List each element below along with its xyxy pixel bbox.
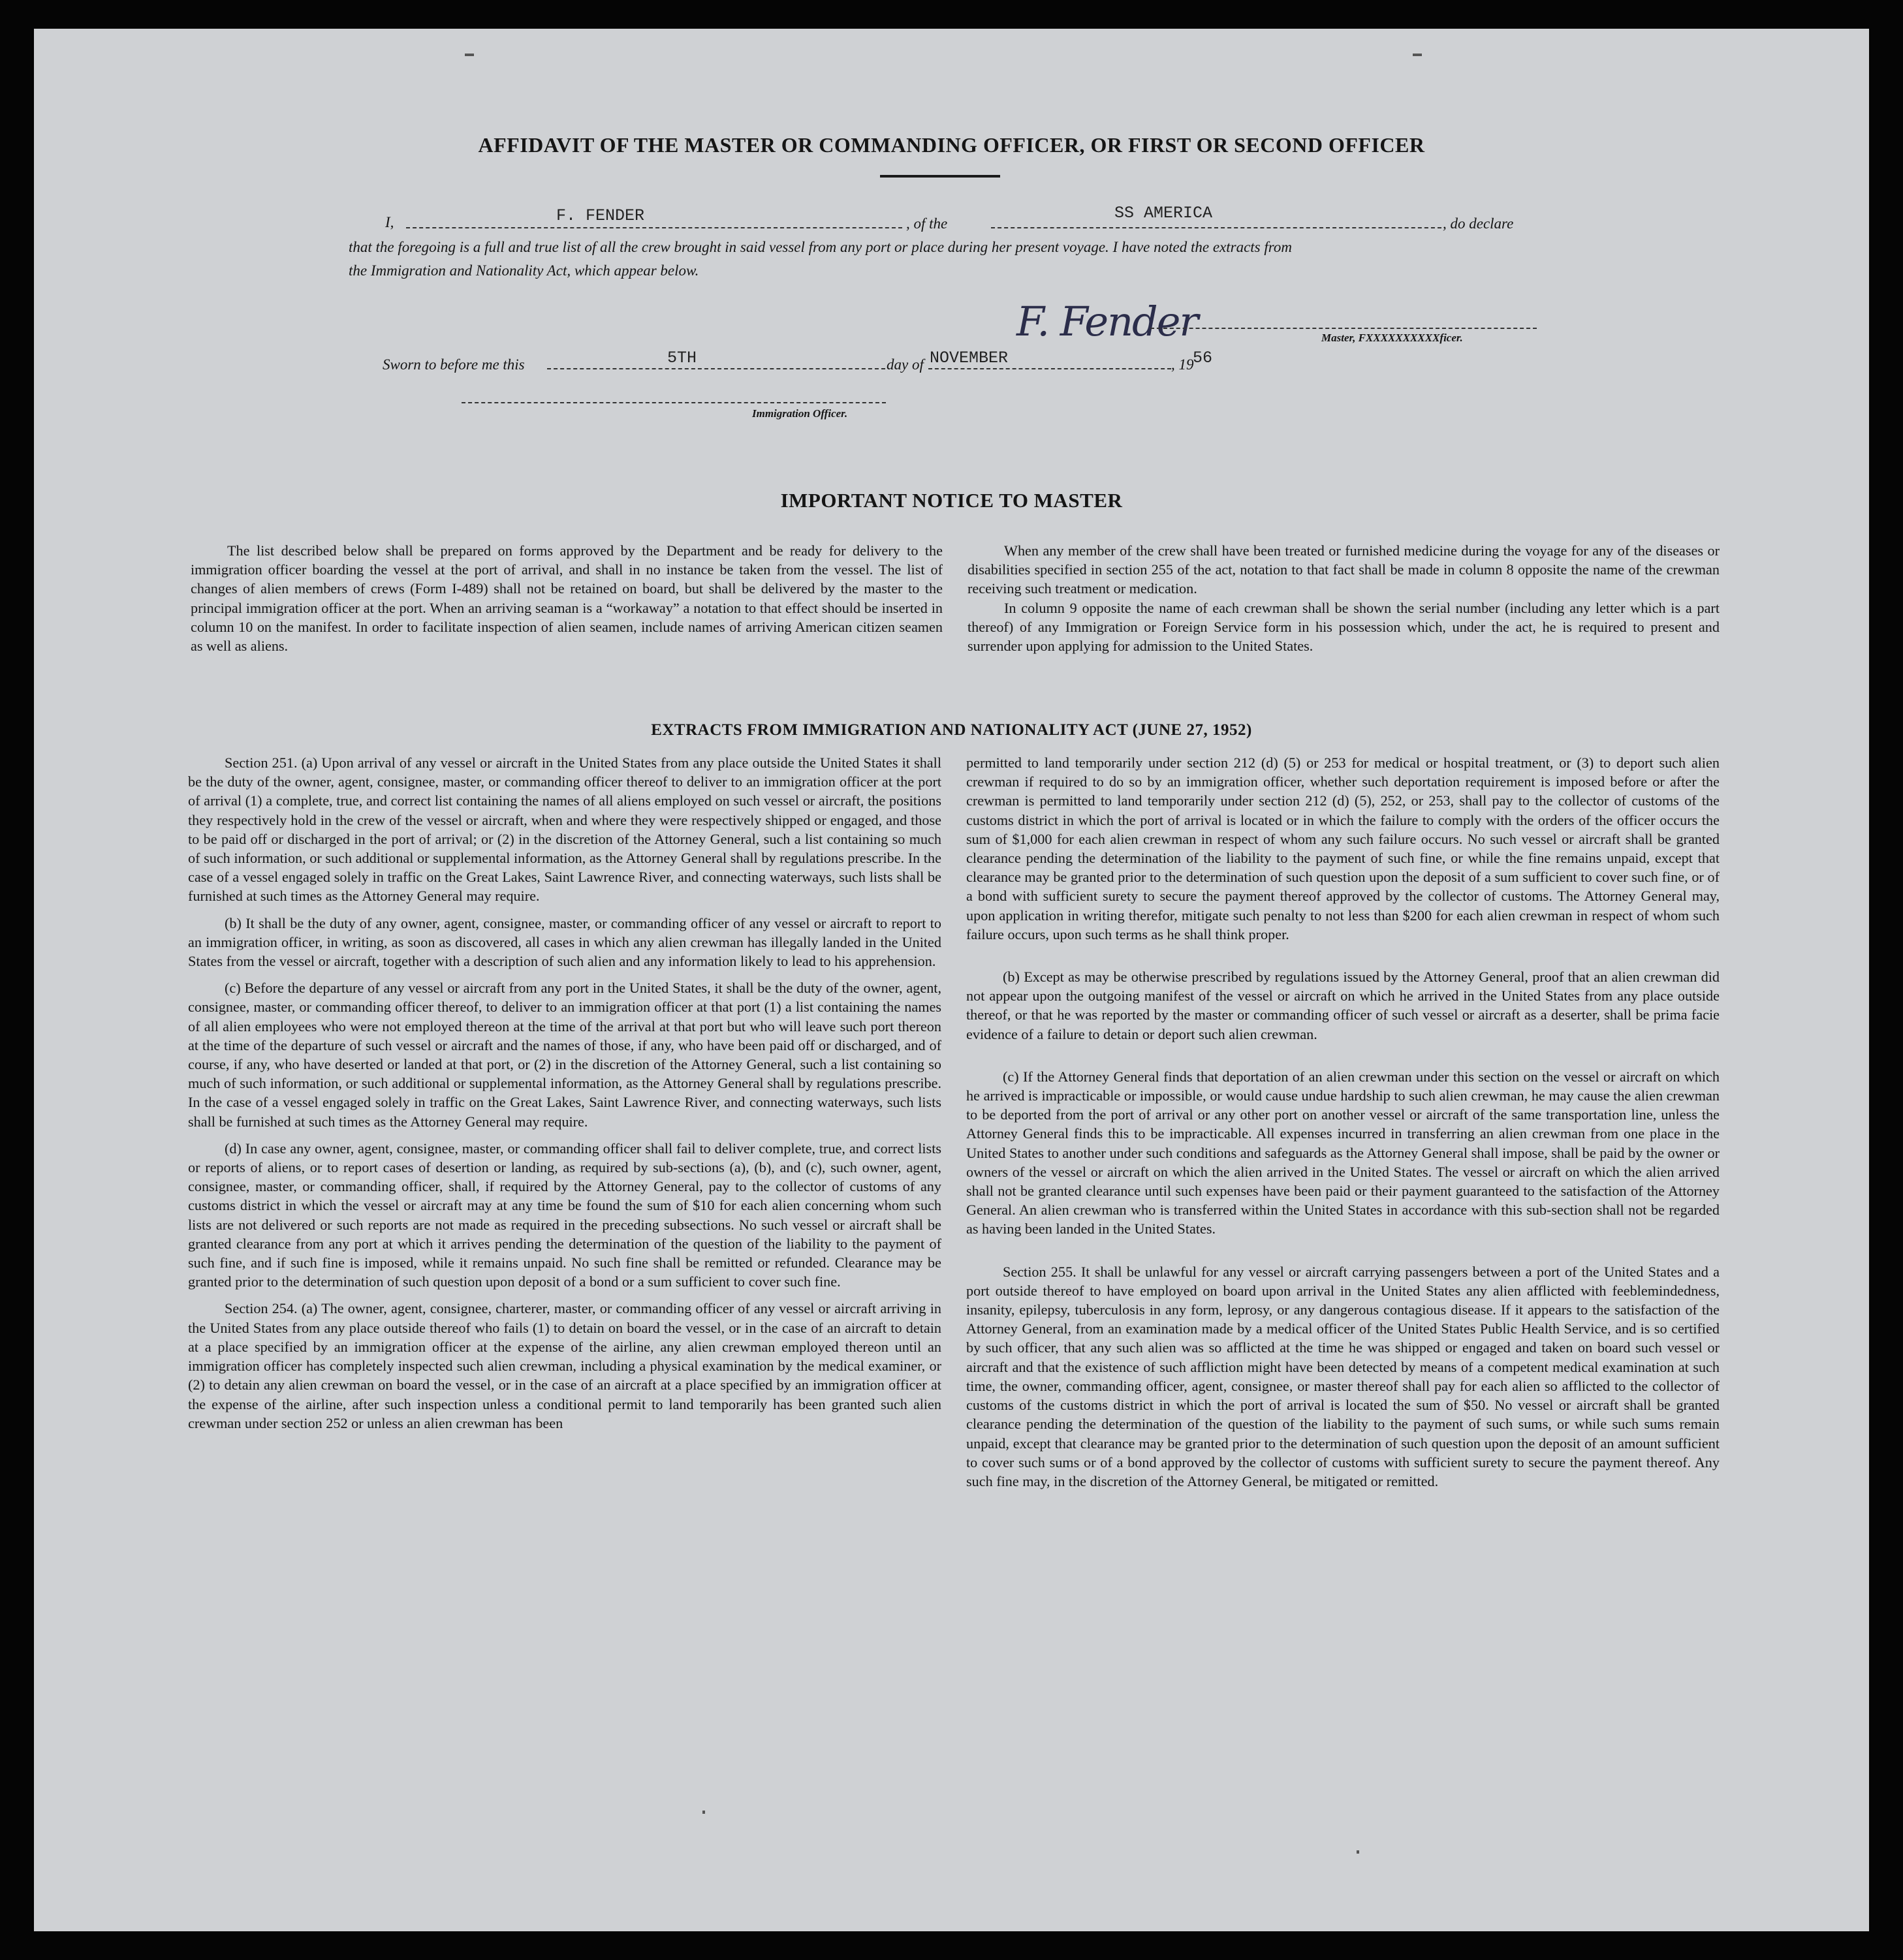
document-page [34, 29, 1869, 1931]
notice-right-column [967, 541, 1720, 655]
sworn-label: Sworn to before me this [383, 356, 525, 373]
sworn-month: NOVEMBER [930, 349, 1009, 367]
notice-left-column [191, 541, 943, 655]
notice-title: IMPORTANT NOTICE TO MASTER [780, 489, 1123, 512]
i-label: I, [385, 214, 394, 230]
immigration-officer-caption: Immigration Officer. [752, 407, 848, 420]
name-line [406, 227, 902, 228]
title-underline [880, 175, 1000, 178]
year-prefix: , 19 [1171, 356, 1194, 373]
signature-caption: Master, FXXXXXXXXXXficer. [1321, 332, 1463, 344]
section-254-a: Section 254. (a) The owner, agent, consignee, charterer, master, or commanding officer of any vessel or aircraft arriving in the United States from any place outside thereof who fails (1) to detain on board the vessel, or in the case of an aircraft to detain at a place specified by an immigration officer at the expense of the airline, any alien crewman employed thereon until an immigration officer has completely inspected such alien crewman, including a physical examination by the medical examiner, or (2) to detain any alien crewman on board the vessel, or in the case of an aircraft at a place specified by an immigration officer at the expense of the airline, after such inspection unless a conditional permit to land temporarily has been granted such alien crewman under section 252 or unless an alien crewman has been [188, 1300, 941, 1431]
extracts-title: EXTRACTS FROM IMMIGRATION AND NATIONALITY ACT (JUNE 27, 1952) [651, 721, 1252, 739]
scan-speck [702, 1811, 705, 1814]
section-255: Section 255. It shall be unlawful for any vessel or aircraft carrying passengers between a port of the United States and a port outside thereof to have employed on board upon arrival in the United States any alien afflicted with feeblemindedness, insanity, epilepsy, tuberculosis in any form, leprosy, or any dangerous contagious disease. If it appears to the satisfaction of the Attorney General, from an examination made by a medical officer of the United States Public Health Service, and is so certified by such officer, that any such alien was so afflicted at the time he was shipped or engaged and taken on board such vessel or aircraft and that the existence of such affliction might have been detected by means of a competent medical examination at such time, the owner, commanding officer, agent, consignee, or master thereof shall pay for each alien so afflicted to the collector of customs of the customs district in which the port of arrival is located the sum of $50. No vessel or aircraft shall be granted clearance pending the determination of the question of the liability to the payment of such sums, or while such sums remain unpaid, except that clearance may be granted prior to the determination of such question upon the deposit of an amount sufficient to cover such sums or of a bond approved by the collector of customs with sufficient surety to secure the payment thereof. Any such fine may, in the discretion of the Attorney General, be mitigated or remitted. [966, 1263, 1720, 1489]
extracts-right-column [966, 753, 1720, 1491]
day-of-label: day of [887, 356, 924, 373]
notice-right-paragraph-1: When any member of the crew shall have been treated or furnished medicine during the voyage for any of the diseases or disabilities specified in section 255 of the act, notation to that fact shall be made in column 8 opposite the name of the crewman receiving such treatment or medication. [967, 542, 1720, 597]
section-251-c: (c) Before the departure of any vessel or aircraft from any port in the United States, it shall be the duty of the owner, agent, consignee, master, or commanding officer thereof, to deliver to an immigration officer at that port (1) a list containing the names of all alien employees who were not employed thereon at the time of the arrival at that port but who will leave such port thereon at the time of the departure of such vessel or aircraft and the names of those, if any, who have been paid off or discharged, and of course, if any, who have deserted or landed at that port, or (2) in the discretion of the Attorney General, such a list containing so much of such information, or such additional or supplemental information, as the Attorney General shall by regulations prescribe. In the case of a vessel engaged solely in traffic on the Great Lakes, Saint Lawrence River, and connecting waterways, such lists shall be furnished at such times as the Attorney General may require. [188, 980, 941, 1130]
section-254-a-continued: permitted to land temporarily under section 212 (d) (5) or 253 for medical or hospital treatment, or (3) to deport such alien crewman if required to do so by an immigration officer, whether such deportation requirement is imposed before or after the crewman is permitted to land temporarily under section 212 (d) (5), 252, or 253, shall pay to the collector of customs of the customs district in which the port of arrival is located or in which the failure to comply with the orders of the officer occurs the sum of $1,000 for each alien crewman in respect of whom any such failure occurs. No such vessel or aircraft shall be granted clearance pending the determination of the liability to the payment of such fine, or while the fine remains unpaid, except that clearance may be granted prior to the determination of such question upon the deposit of a sum sufficient to cover such fine, or of a bond with sufficient surety to secure the payment thereof approved by the collector of customs. The Attorney General may, upon application in writing therefor, mitigate such penalty to not less than $200 for each alien crewman in respect of whom such failure occurs, upon such terms as he shall think proper. [966, 754, 1720, 942]
section-254-b: (b) Except as may be otherwise prescribed by regulations issued by the Attorney General, proof that an alien crewman did not appear upon the outgoing manifest of the vessel or aircraft on which he arrived in the United States from any place outside thereof, or that he was reported by the master or commanding officer of such vessel or aircraft as a deserter, shall be prima facie evidence of a failure to detain or deport such alien crewman. [966, 969, 1720, 1042]
sworn-day: 5TH [667, 349, 697, 367]
declaration-line-2: that the foregoing is a full and true list of all the crew brought in said vessel from any port or place during her present voyage. I have noted the extracts from [349, 239, 1292, 255]
year-suffix: 56 [1193, 349, 1213, 367]
scan-speck [465, 54, 474, 56]
vessel-name: SS AMERICA [1114, 204, 1213, 223]
scan-speck [1357, 1850, 1359, 1854]
section-251-a: Section 251. (a) Upon arrival of any vessel or aircraft in the United States from any place outside the United States it shall be the duty of the owner, agent, consignee, master, or commanding officer thereof to deliver to an immigration officer at the port of arrival (1) a complete, true, and correct list containing the names of all aliens employed on such vessel or aircraft, the positions they respectively hold in the crew of the vessel or aircraft, when and where they were respectively shipped or engaged, and those to be paid off or discharged in the port of arrival; or (2) in the discretion of the Attorney General, such a list containing so much of such information, or such additional or supplemental information, as the Attorney General shall by regulations prescribe. In the case of a vessel engaged solely in traffic on the Great Lakes, Saint Lawrence River, and connecting waterways, such lists shall be furnished at such times as the Attorney General may require. [188, 754, 941, 905]
master-name: F. FENDER [556, 206, 645, 225]
declaration-line-3: the Immigration and Nationality Act, which appear below. [349, 262, 699, 279]
section-254-c: (c) If the Attorney General finds that deportation of an alien crewman under this section on the vessel or aircraft on which he arrived is impracticable or impossible, or would cause undue hardship to such alien crewman, he may cause the alien crewman to be deported from the port of arrival or any other port on another vessel or aircraft of the same transportation line, unless the Attorney General finds this to be impracticable. All expenses incurred in transferring an alien crewman from one place in the United States to another under such conditions and safeguards as the Attorney General shall impose, shall be paid by the owner or owners of the vessel or aircraft on which the alien arrived in the United States. The vessel or aircraft on which the alien arrived shall not be granted clearance until such expenses have been paid or their payment guaranteed to the satisfaction of the Attorney General. An alien crewman who is transferred within the United States in accordance with this sub-section shall not be regarded as having been landed in the United States. [966, 1068, 1720, 1237]
notice-right-paragraph-2: In column 9 opposite the name of each crewman shall be shown the serial number (including any letter which is a part thereof) of any Immigration or Foreign Service form in his possession which, under the act, he is required to present and surrender upon applying for admission to the United States. [967, 599, 1720, 655]
signature-line [1150, 328, 1537, 329]
extracts-left-column [188, 753, 941, 1433]
sworn-month-line [928, 368, 1171, 369]
section-251-b: (b) It shall be the duty of any owner, agent, consignee, master, or commanding officer of any vessel or aircraft to report to an immigration officer, in writing, as soon as discovered, all cases in which any alien crewman has illegally landed in the United States from the vessel or aircraft, together with a description of such alien and any information likely to lead to his apprehension. [188, 914, 941, 970]
master-signature: F. Fender [1016, 298, 1198, 345]
affidavit-title: AFFIDAVIT OF THE MASTER OR COMMANDING OFFICER, OR FIRST OR SECOND OFFICER [478, 133, 1425, 157]
sworn-day-line [547, 368, 885, 369]
notice-left-paragraph: The list described below shall be prepared on forms approved by the Department and be ready for delivery to the immigration officer boarding the vessel at the port of arrival, and shall in no instance be taken from the vessel. The list of changes of alien members of crews (Form I-489) shall not be retained on board, but shall be delivered by the master to the principal immigration officer at the port. When an arriving seaman is a “workaway” a notation to that effect should be inserted in column 10 on the manifest. In order to facilitate inspection of alien seamen, include names of arriving American citizen seamen as well as aliens. [191, 542, 943, 655]
of-the-label: , of the [906, 215, 948, 232]
vessel-line [991, 227, 1441, 228]
scan-speck [1413, 54, 1422, 56]
section-251-d: (d) In case any owner, agent, consignee, master, or commanding officer shall fail to deliver complete, true, and correct lists or reports of aliens, or to report cases of desertion or landing, as required by sub-sections (a), (b), and (c), such owner, agent, consignee, master, or commanding officer, shall, if required by the Attorney General, pay to the collector of customs of any customs district in which the vessel or aircraft may at any time be found the sum of $10 for each alien concerning whom such lists are not delivered or such reports are not made as required in the preceding subsections. No such vessel or aircraft shall be granted clearance from any port at which it arrives pending the determination of the question of the liability to the payment of such fine, and if such fine is imposed, while it remains unpaid. No such fine shall be remitted or refunded. Clearance may be granted prior to the determination of such question upon deposit of a bond or a sum sufficient to cover such fine. [188, 1140, 941, 1290]
immigration-officer-line [462, 402, 886, 403]
do-declare-label: , do declare [1443, 215, 1514, 232]
